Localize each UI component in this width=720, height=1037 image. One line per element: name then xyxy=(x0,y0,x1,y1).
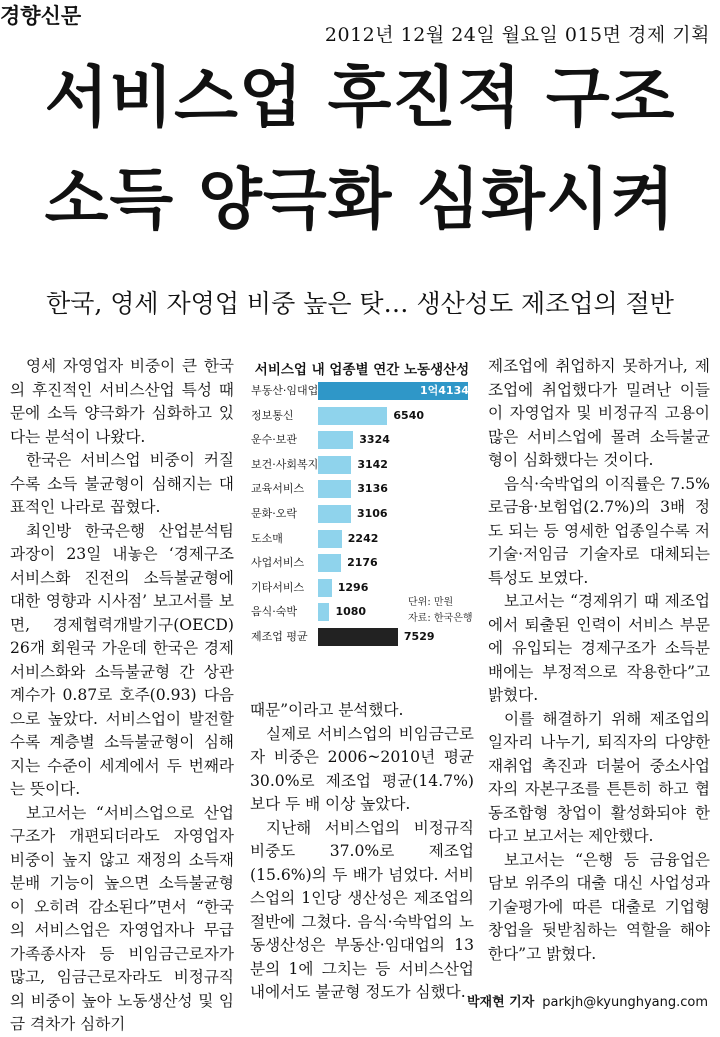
chart-category-label: 도소매 xyxy=(251,531,283,545)
chart-title: 서비스업 내 업종별 연간 노동생산성 xyxy=(254,362,470,378)
paragraph: 제조업에 취업하지 못하거나, 제조업에 취업했다가 밀려난 이들이 자영업자 및 비정규직 고용이 많은 서비스업에 몰려 소득불균형이 심화했다는 것이다. xyxy=(488,357,710,469)
chart-bar xyxy=(318,505,351,523)
chart-bar xyxy=(318,480,351,498)
chart-value-label: 1296 xyxy=(337,580,369,594)
chart-value-label: 1억4134 xyxy=(420,384,469,397)
chart-bar xyxy=(318,456,351,474)
chart-category-label: 정보통신 xyxy=(251,408,294,422)
chart-category-label: 운수·보관 xyxy=(251,433,298,447)
chart-row xyxy=(248,405,476,427)
chart-category-label: 부동산·임대업 xyxy=(251,384,319,397)
chart-value-label: 1080 xyxy=(335,605,367,619)
chart-row xyxy=(248,528,476,550)
byline xyxy=(467,991,708,1010)
reporter-name: 박재현 기자 xyxy=(466,995,535,1010)
chart-bar xyxy=(318,554,341,572)
chart-unit-note: 단위: 만원 xyxy=(408,597,454,609)
chart-category-label: 사업서비스 xyxy=(251,556,305,570)
chart-category-label: 기타서비스 xyxy=(251,580,305,594)
chart-row xyxy=(248,380,476,402)
chart-category-label: 문화·오락 xyxy=(251,507,298,520)
chart-row xyxy=(248,454,476,476)
masthead-logo: 경향신문 xyxy=(0,4,82,28)
paragraph: 실제로 서비스업의 비임금근로자 비중은 2006~2010년 평균 30.0%로 제조업 평균(14.7%)보다 두 배 이상 높았다. xyxy=(250,724,474,813)
paragraph: 영세 자영업자 비중이 큰 한국의 후진적인 서비스산업 특성 때문에 소득 양극화가 심화하고 있다는 분석이 나왔다. xyxy=(10,357,234,446)
chart-value-label: 3142 xyxy=(357,457,388,471)
chart-value-label: 6540 xyxy=(393,408,425,422)
reporter-email[interactable]: parkjh@kyunghyang.com xyxy=(542,995,708,1010)
chart-value-label: 3324 xyxy=(359,433,390,447)
headline-line-1: 서비스업 후진적 구조 xyxy=(44,59,676,136)
chart-category-label: 보건·사회복지 xyxy=(251,457,319,471)
chart-value-label: 3106 xyxy=(356,507,388,520)
chart-source-note: 자료: 한국은행 xyxy=(408,613,473,625)
article-column-3 xyxy=(488,355,710,966)
chart-category-label: 교육서비스 xyxy=(251,482,305,496)
paragraph: 한국은 서비스업 비중이 커질수록 소득 불균형이 심해지는 대표적인 나라로 꼽혔다. xyxy=(10,451,234,516)
chart-category-label: 음식·숙박 xyxy=(251,605,298,619)
paragraph: 최인방 한국은행 산업분석팀 과장이 23일 내놓은 ‘경제구조 서비스화 진전의 소득불균형에 대한 영향과 시사점’ 보고서를 보면, 경제협력개발기구(OECD) 26개 회원국 가운데 한국은 경제서비스화와 소득불균형 간 상관계수가 0.87로 호주(0.93) 다음으로 높았다. 서비스업이 발전할수록 계층별 소득불균형이 심해지는 수준이 세계에서 두 번째라는 뜻이다. xyxy=(10,521,234,798)
article-column-2 xyxy=(250,699,474,1005)
chart-row xyxy=(248,552,476,574)
paragraph: 때문”이라고 분석했다. xyxy=(250,701,404,719)
paragraph: 지난해 서비스업의 비정규직 비중도 37.0%로 제조업(15.6%)의 두 배가 넘었다. 서비스업의 1인당 생산성은 제조업의 절반에 그쳤다. 음식·숙박업의 노동생산성은 부동산·임대업의 13분의 1에 그치는 등 서비스산업 내에서도 불균형 정도가 심했다. xyxy=(250,818,474,1001)
paragraph: 음식·숙박업의 이직률은 7.5%로금융·보험업(2.7%)의 3배 정도 되는 등 영세한 업종일수록 저기술·저임금 기술자로 대체되는 특성도 보였다. xyxy=(488,474,710,587)
chart-row xyxy=(248,626,476,648)
productivity-bar-chart xyxy=(248,358,476,668)
chart-row xyxy=(248,503,476,525)
chart-bar xyxy=(318,431,353,449)
chart-bar xyxy=(318,407,387,425)
dateline: 2012년 12월 24일 월요일 015면 경제 기획 xyxy=(324,24,710,46)
paragraph: 보고서는 “서비스업으로 산업구조가 개편되더라도 자영업자 비중이 높지 않고 재정의 소득재분배 기능이 높으면 소득불균형이 오히려 감소된다”면서 “한국의 서비스업은 자영업자나 무급가족종사자 등 비임금근로자가 많고, 임금근로자라도 비정규직의 비중이 높아 노동생산성 및 임금 격차가 심하기 xyxy=(10,803,234,1033)
chart-value-label: 7529 xyxy=(403,630,435,643)
subhead: 한국, 영세 자영업 비중 높은 탓… 생산성도 제조업의 절반 xyxy=(46,289,674,318)
chart-value-label: 3136 xyxy=(357,482,388,496)
chart-value-label: 2242 xyxy=(347,531,379,545)
article-column-1 xyxy=(10,355,234,1037)
headline-line-2: 소득 양극화 심화시켜 xyxy=(44,161,676,238)
paragraph: 보고서는 “경제위기 때 제조업에서 퇴출된 인력이 서비스 부문에 유입되는 경제구조가 소득분배에는 부정적으로 작용한다”고 밝혔다. xyxy=(488,592,710,704)
chart-value-label: 2176 xyxy=(347,556,378,570)
chart-row xyxy=(248,429,476,451)
paragraph: 이를 해결하기 위해 제조업의 일자리 나누기, 퇴직자의 다양한 재취업 촉진과 더불어 중소사업자의 자본구조를 튼튼히 하고 협동조합형 창업이 활성화되야 한다고 보고서는 제안했다. xyxy=(488,709,710,845)
chart-row xyxy=(248,478,476,500)
chart-category-label: 제조업 평균 xyxy=(251,630,308,643)
paragraph: 보고서는 “은행 등 금융업은 담보 위주의 대출 대신 사업성과 기술평가에 따른 대출로 기업형 창업을 뒷받침하는 역할을 해야 한다”고 밝혔다. xyxy=(488,850,710,963)
chart-bar xyxy=(318,628,398,646)
chart-bar xyxy=(318,530,342,548)
chart-bar xyxy=(318,603,329,621)
chart-bar xyxy=(318,579,332,597)
